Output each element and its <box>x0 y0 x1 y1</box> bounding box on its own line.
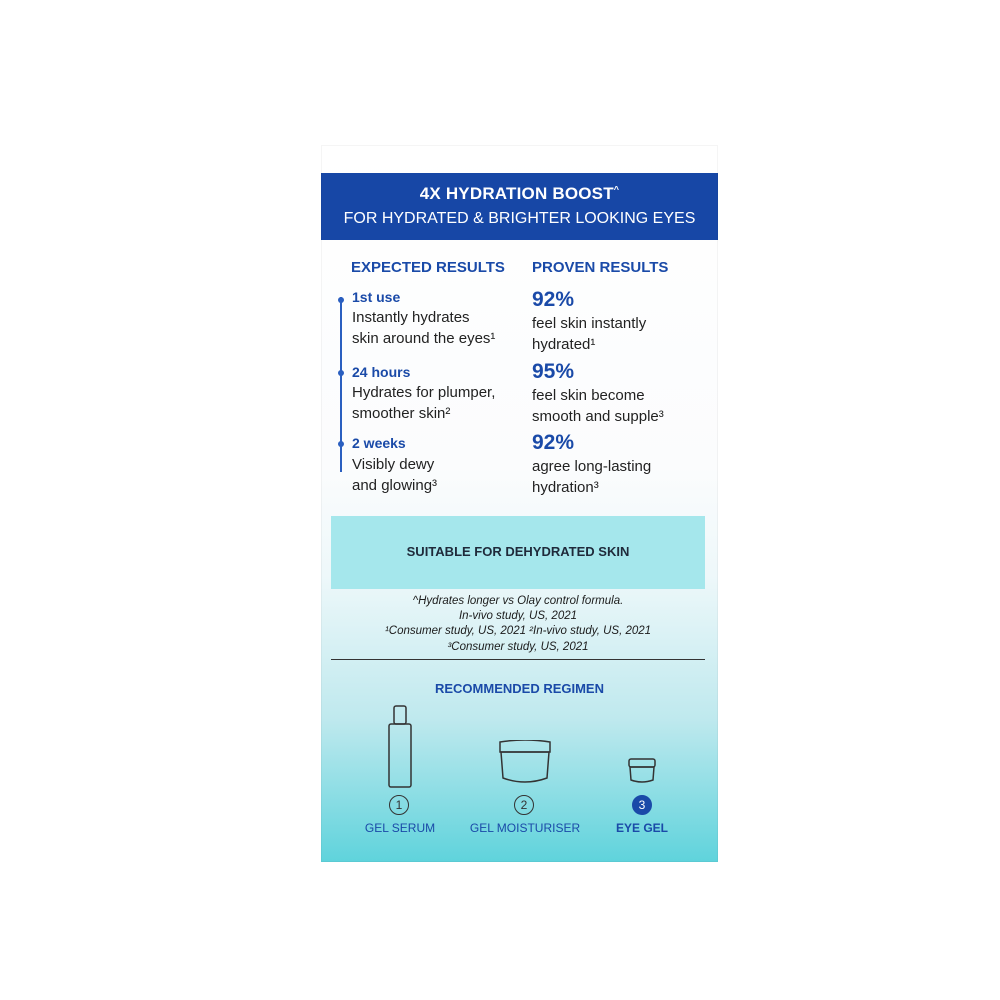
suitable-panel <box>331 516 705 589</box>
timeline-dot <box>338 370 344 376</box>
banner-title: 4X HYDRATION BOOST^ <box>419 184 620 203</box>
banner-title-mark: ^ <box>613 184 620 195</box>
step-title: 24 hours <box>352 364 411 380</box>
step-title: 2 weeks <box>352 435 406 451</box>
expected-results-heading: EXPECTED RESULTS <box>351 259 505 276</box>
regimen-heading: RECOMMENDED REGIMEN <box>434 681 604 696</box>
proven-text: feel skin instantly hydrated¹ <box>532 315 647 353</box>
divider <box>331 659 705 660</box>
timeline-dot <box>338 441 344 447</box>
hydration-banner <box>321 173 718 240</box>
proven-percent: 95% <box>532 360 575 383</box>
product-label: GEL MOISTURISER <box>469 821 581 835</box>
product-box-panel <box>321 145 718 862</box>
suitable-text: SUITABLE FOR DEHYDRATED SKIN <box>406 544 630 559</box>
proven-text: agree long-lasting hydration³ <box>532 458 652 496</box>
step-title: 1st use <box>352 289 401 305</box>
proven-results-heading: PROVEN RESULTS <box>532 259 669 276</box>
step-number-badge-active: 3 <box>632 795 652 815</box>
product-label-active: EYE GEL <box>615 821 668 835</box>
footnote-line: In-vivo study, US, 2021 <box>458 610 578 622</box>
moisturiser-jar-icon <box>497 740 553 786</box>
footnote-line: ¹Consumer study, US, 2021 ²In-vivo study, US, 2021 <box>384 625 652 637</box>
step-number-badge: 2 <box>514 795 534 815</box>
serum-bottle-icon <box>385 705 415 789</box>
banner-subtitle: FOR HYDRATED & BRIGHTER LOOKING EYES <box>343 210 696 227</box>
timeline-dot <box>338 297 344 303</box>
eye-gel-jar-icon <box>627 758 657 784</box>
footnote-line: ³Consumer study, US, 2021 <box>447 641 589 653</box>
step-text: Instantly hydrates skin around the eyes¹ <box>352 309 496 347</box>
proven-text: feel skin become smooth and supple³ <box>532 387 664 425</box>
step-text: Visibly dewy and glowing³ <box>352 456 438 494</box>
step-text: Hydrates for plumper, smoother skin² <box>352 384 496 422</box>
footnote-line: ^Hydrates longer vs Olay control formula. <box>412 595 624 607</box>
proven-percent: 92% <box>532 431 575 454</box>
proven-percent: 92% <box>532 288 575 311</box>
step-number-badge: 1 <box>389 795 409 815</box>
product-label: GEL SERUM <box>364 821 436 835</box>
